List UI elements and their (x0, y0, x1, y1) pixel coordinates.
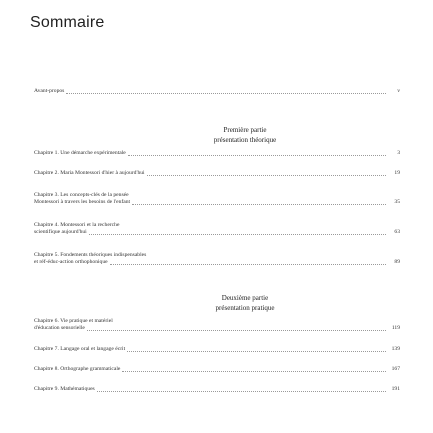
page-title: Sommaire (30, 14, 105, 31)
toc-page-number: 89 (394, 259, 400, 265)
toc-entry-label: Chapitre 9. Mathématiques (34, 386, 95, 392)
toc-entry-chapter-2[interactable] (34, 170, 400, 177)
part-title: Première partie (223, 126, 267, 134)
dot-leader (128, 155, 386, 156)
toc-page-number: 63 (394, 229, 400, 235)
toc-entry-label: Chapitre 1. Une démarche expérimentale (34, 150, 126, 156)
toc-entry-chapter-1[interactable] (34, 150, 400, 157)
part-subtitle: présentation pratique (215, 303, 275, 312)
part-heading-1 (190, 126, 300, 145)
toc-entry-chapter-7[interactable] (34, 346, 400, 353)
toc-entry-label-line-1: Chapitre 6. Vie pratique et matériel (34, 318, 113, 324)
toc-entry-chapter-5[interactable] (34, 252, 400, 266)
dot-leader (110, 264, 386, 265)
dot-leader (66, 93, 386, 94)
toc-entry-label-line-2: d'éducation sensorielle (34, 325, 85, 331)
dot-leader (97, 391, 386, 392)
toc-entry-chapter-4[interactable] (34, 222, 400, 236)
toc-entry-label-line-1: Chapitre 4. Montessori et la recherche (34, 222, 120, 228)
toc-page-number: v (397, 88, 400, 94)
part-subtitle: présentation théorique (213, 135, 277, 144)
toc-page-number: 19 (394, 170, 400, 176)
toc-entry-chapter-8[interactable] (34, 366, 400, 373)
toc-page-number: 119 (391, 325, 400, 331)
toc-entry-label-line-2: Montessori à travers les besoins de l'enfant (34, 199, 131, 205)
toc-entry-chapter-3[interactable] (34, 192, 400, 206)
dot-leader (132, 204, 386, 205)
toc-page-number: 191 (391, 386, 400, 392)
dot-leader (147, 175, 386, 176)
toc-entry-label-line-2: et réf-éduc-action orthophonique (34, 259, 108, 265)
dot-leader (122, 371, 386, 372)
toc-entry-label-line-2: scientifique aujourd'hui (34, 229, 87, 235)
toc-entry-chapter-6[interactable] (34, 318, 400, 332)
toc-page-number: 35 (394, 199, 400, 205)
toc-page-number: 3 (397, 150, 400, 156)
toc-entry-label: Avant-propos (34, 88, 65, 94)
toc-entry-label: Chapitre 8. Orthographe grammaticale (34, 366, 121, 372)
toc-entry-chapter-9[interactable] (34, 386, 400, 393)
dot-leader (89, 234, 386, 235)
toc-entry-avant-propos[interactable] (34, 88, 400, 95)
toc-entry-label-line-1: Chapitre 3. Les concepts-clés de la pensée (34, 192, 129, 198)
toc-page-number: 167 (391, 366, 400, 372)
toc-entry-label: Chapitre 7. Langage oral et langage écrit (34, 346, 126, 352)
dot-leader (127, 351, 386, 352)
part-title: Deuxième partie (221, 294, 269, 302)
toc-page-number: 139 (391, 346, 400, 352)
dot-leader (87, 330, 386, 331)
toc-entry-label-line-1: Chapitre 5. Fondements théoriques indispensables (34, 252, 147, 258)
toc-entry-label: Chapitre 2. Maria Montessori d'hier à aujourd'hui (34, 170, 145, 176)
part-heading-2 (190, 294, 300, 313)
